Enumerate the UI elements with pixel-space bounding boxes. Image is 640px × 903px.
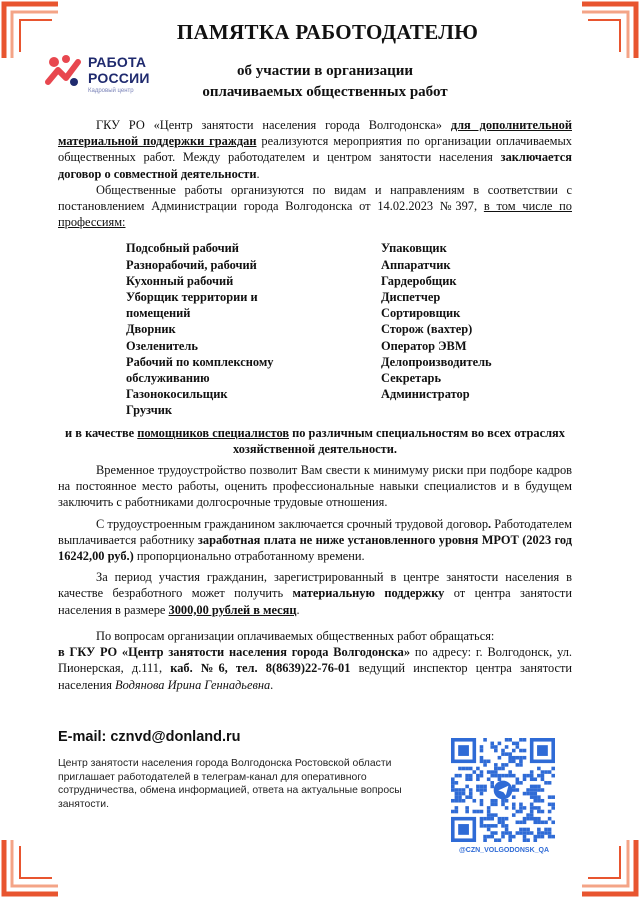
subtitle-line1: об участии в организации — [236, 63, 413, 79]
text-span: ГКУ РО «Центр занятости населения города Волгодонска» — [96, 118, 451, 132]
text-span: За период участия гражданин, зарегистрированный в центре занятости населения в качестве безработного может получить — [58, 570, 572, 601]
profession-item: Кухонный рабочий — [126, 273, 234, 288]
corner-decoration-top-right — [578, 0, 640, 62]
email-contact[interactable]: E-mail: cznvd@donland.ru — [58, 729, 241, 745]
paragraph-temporary-employment: Временное трудоустройство позволит Вам свести к минимуму риски при подборе кадров на постоянное место работы, оценить профессиональные навыки специалистов и в будущем заключить с работниками долгосрочные трудовые отношения. — [58, 463, 572, 510]
text-span: в том числе по профессиям: — [58, 199, 572, 230]
profession-item: Секретарь — [381, 371, 442, 386]
text-span: по адресу: г. Волгодонск, ул. Пионерская, д.111, — [58, 645, 573, 676]
professions-list-left — [126, 240, 381, 418]
text-span: и в качестве — [65, 425, 138, 440]
profession-item: Разнорабочий, рабочий — [126, 257, 257, 272]
text-span: . — [256, 166, 260, 181]
profession-item: Подсобный рабочий — [126, 241, 239, 256]
profession-item: Рабочий по комплексному — [126, 354, 274, 369]
profession-item: Сортировщик — [381, 306, 461, 321]
logo-subtitle: Кадровый центр — [88, 88, 134, 94]
subtitle-line2: оплачиваемых общественных работ — [202, 84, 448, 100]
text-span: Работодателем выплачивается работнику — [58, 516, 572, 547]
text-span: пропорционально отработанному времени. — [133, 549, 365, 564]
profession-item: Сторож (вахтер) — [381, 322, 473, 337]
text-span: по различным специальностям во всех отраслях хозяйственной деятельности. — [233, 425, 565, 456]
logo-text-line2: РОССИИ — [88, 70, 150, 86]
text-span: в — [58, 645, 70, 660]
text-span: Водянова Ирина Геннадьевна — [115, 677, 271, 692]
profession-item: Аппаратчик — [381, 257, 451, 272]
paragraph-assistants — [58, 425, 572, 457]
paragraph-public-works — [58, 182, 572, 231]
profession-item: Грузчик — [126, 403, 173, 418]
profession-item: обслуживанию — [126, 371, 210, 386]
telegram-qr-code[interactable] — [451, 738, 555, 842]
profession-item: Упаковщик — [381, 241, 447, 256]
text-span: ведущий инспектор центра занятости населения — [58, 661, 573, 692]
text-span: 3000,00 рублей в месяц — [168, 602, 297, 617]
profession-item: Дворник — [126, 322, 176, 337]
profession-item: Газонокосильщик — [126, 387, 228, 402]
profession-item: Уборщик территории и — [126, 290, 258, 305]
paragraph-contacts-heading: По вопросам организации оплачиваемых общественных работ обращаться: — [96, 628, 495, 643]
text-span: реализуются мероприятия по организации оплачиваемых общественных работ. Между работодателем и центром занятости населения — [58, 134, 572, 165]
document-body — [58, 117, 572, 693]
profession-item: Администратор — [381, 387, 470, 402]
text-span: каб. №6, тел. 8(8639)22-76-01 — [170, 661, 351, 676]
profession-item: Гардеробщик — [381, 273, 457, 288]
text-span: заработная плата не ниже установленного уровня МРОТ (2023 год 16242,00 руб.) — [58, 532, 572, 564]
text-span: Общественные работы организуются по видам и направлениям в соответствии с постановлением Администрации города Волгодонска от 14.02.2023 №397, — [58, 182, 572, 214]
paragraph-intro — [58, 117, 572, 182]
corner-decoration-bottom-left — [0, 836, 62, 898]
profession-item: Оператор ЭВМ — [381, 338, 467, 353]
profession-item: Диспетчер — [381, 290, 441, 305]
paragraph-material-support — [58, 569, 572, 618]
profession-item: помещений — [126, 306, 191, 321]
text-span: С трудоустроенным гражданином заключается срочный трудовой договор — [96, 516, 489, 531]
logo-text-line1: РАБОТА — [88, 54, 147, 70]
professions-list-right — [381, 240, 492, 418]
text-span: . — [488, 516, 492, 531]
paragraph-contract — [58, 516, 572, 565]
profession-item: Озеленитель — [126, 338, 198, 353]
text-span: . — [270, 677, 274, 692]
text-span: материальную поддержку — [292, 586, 445, 601]
telegram-invitation-text: Центр занятости населения города Волгодонска Ростовской области приглашает работодателей в телеграм-канал для оперативного сотрудничества, обмена информацией, ответа на актуальные вопросы занятости. — [58, 758, 402, 810]
professions-lists — [58, 240, 572, 418]
logo-mark-icon — [44, 52, 84, 92]
telegram-channel-handle[interactable]: @CZN_VOLGODONSK_QA — [458, 847, 550, 854]
profession-item: Делопроизводитель — [381, 354, 492, 369]
text-span: для дополнительной материальной поддержки граждан — [58, 118, 572, 149]
text-span: от центра занятости населения в размере — [58, 586, 572, 617]
page-subtitle — [150, 61, 500, 103]
text-span: помощников специалистов — [137, 425, 290, 440]
text-span: ГКУ РО «Центр занятости населения города Волгодонска» — [69, 645, 411, 660]
rabota-rossii-logo — [44, 48, 164, 102]
corner-decoration-bottom-right — [578, 836, 640, 898]
text-span: заключается договор о совместной деятельности — [58, 150, 572, 181]
text-span: . — [296, 602, 300, 617]
paragraph-contacts — [58, 644, 572, 693]
page-title: ПАМЯТКА РАБОТОДАТЕЛЮ — [176, 20, 479, 44]
